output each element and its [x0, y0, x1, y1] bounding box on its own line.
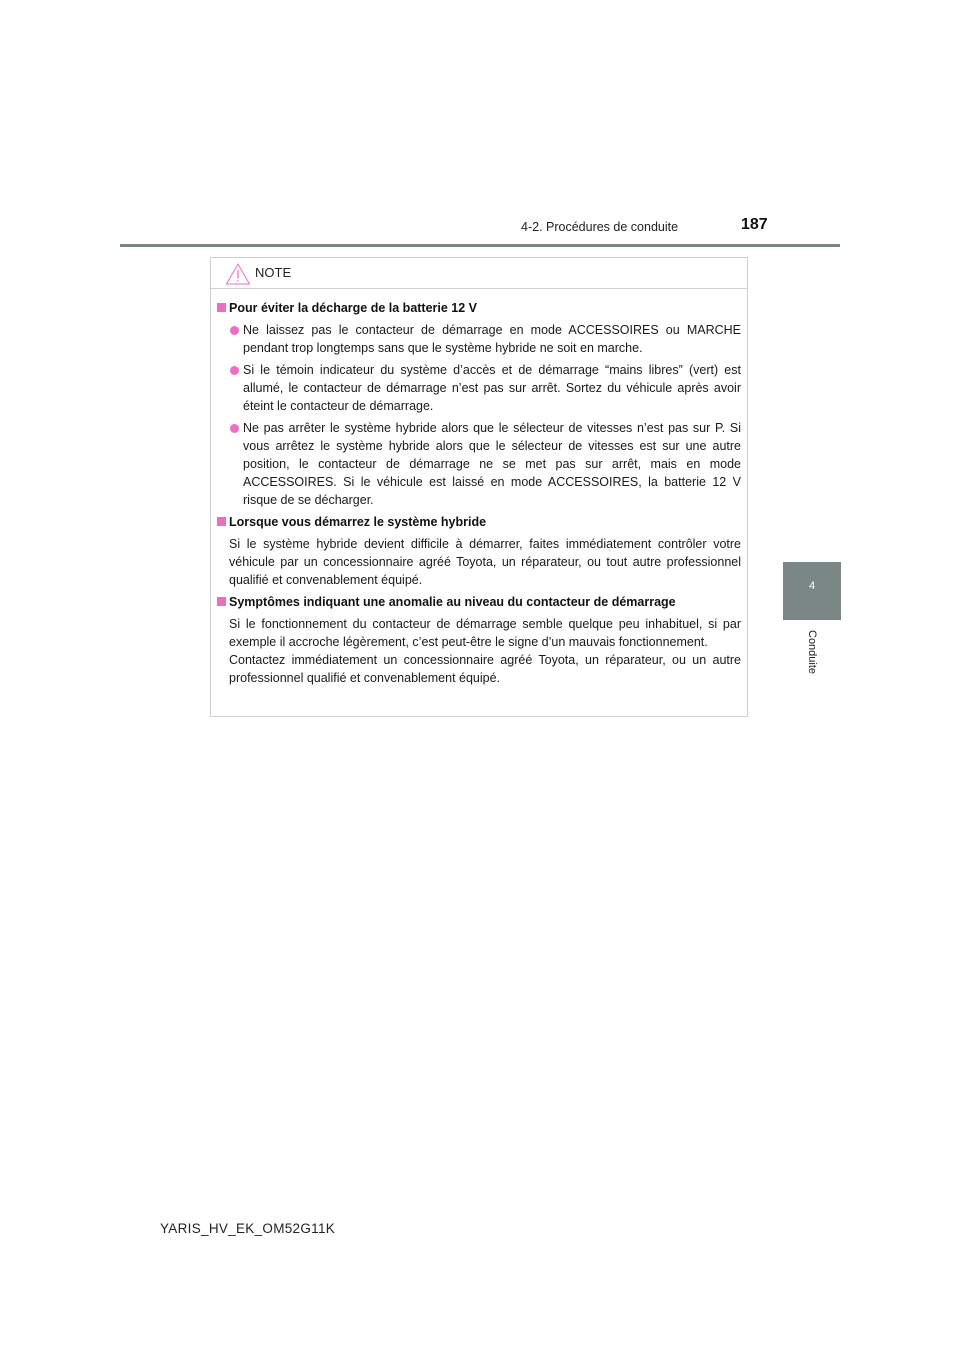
chapter-label	[783, 630, 841, 690]
paragraph: Contactez immédiatement un concessionnaire agréé Toyota, un réparateur, ou un autre professionnel qualifié et convenablement équipé.	[229, 653, 741, 685]
chapter-title: Conduite	[806, 630, 818, 675]
note-header	[211, 258, 747, 289]
chapter-tab	[783, 562, 841, 620]
paragraph: Si le fonctionnement du contacteur de démarrage semble quelque peu inhabituel, si par exemple il accroche légèrement, c’est peut-être le signe d’un mauvais fonctionnement.	[229, 617, 741, 649]
paragraph: Si le système hybride devient difficile à démarrer, faites immédiatement contrôler votre véhicule par un concessionnaire agréé Toyota, un réparateur, ou tout autre professionnel qualifié et convenablement équipé.	[229, 537, 741, 587]
circle-bullet-icon	[230, 366, 239, 375]
page-number: 187	[741, 216, 768, 233]
circle-bullet-icon	[230, 424, 239, 433]
section-title: 4-2. Procédures de conduite	[521, 220, 679, 234]
note-body	[211, 289, 747, 687]
note-title: NOTE	[255, 265, 292, 280]
warning-triangle-icon	[225, 262, 251, 286]
list-item: Ne pas arrêter le système hybride alors que le sélecteur de vitesses n’est pas sur P. Si vous arrêtez le système hybride alors que le sélecteur de vitesses est sur une autre position, le contacteur de démarrage ne se met pas sur arrêt, mais en mode ACCESSOIRES. Si le véhicule est laissé en mode ACCESSOIRES, la batterie 12 V risque de se décharger.	[217, 419, 741, 509]
section-heading: Pour éviter la décharge de la batterie 12 V	[217, 299, 741, 317]
circle-bullet-icon	[230, 326, 239, 335]
square-bullet-icon	[217, 597, 226, 606]
header-divider	[120, 244, 840, 247]
section-heading: Lorsque vous démarrez le système hybride	[217, 513, 741, 531]
chapter-number: 4	[808, 580, 816, 592]
note-box	[210, 257, 748, 717]
square-bullet-icon	[217, 303, 226, 312]
document-code: YARIS_HV_EK_OM52G11K	[160, 1221, 336, 1236]
square-bullet-icon	[217, 517, 226, 526]
list-item: Si le témoin indicateur du système d’accès et de démarrage “mains libres” (vert) est allumé, le contacteur de démarrage n’est pas sur arrêt. Sortez du véhicule après avoir éteint le contacteur de démarrage.	[217, 361, 741, 415]
list-item: Ne laissez pas le contacteur de démarrage en mode ACCESSOIRES ou MARCHE pendant trop longtemps sans que le système hybride ne soit en marche.	[217, 321, 741, 357]
section-heading: Symptômes indiquant une anomalie au niveau du contacteur de démarrage	[217, 593, 741, 611]
